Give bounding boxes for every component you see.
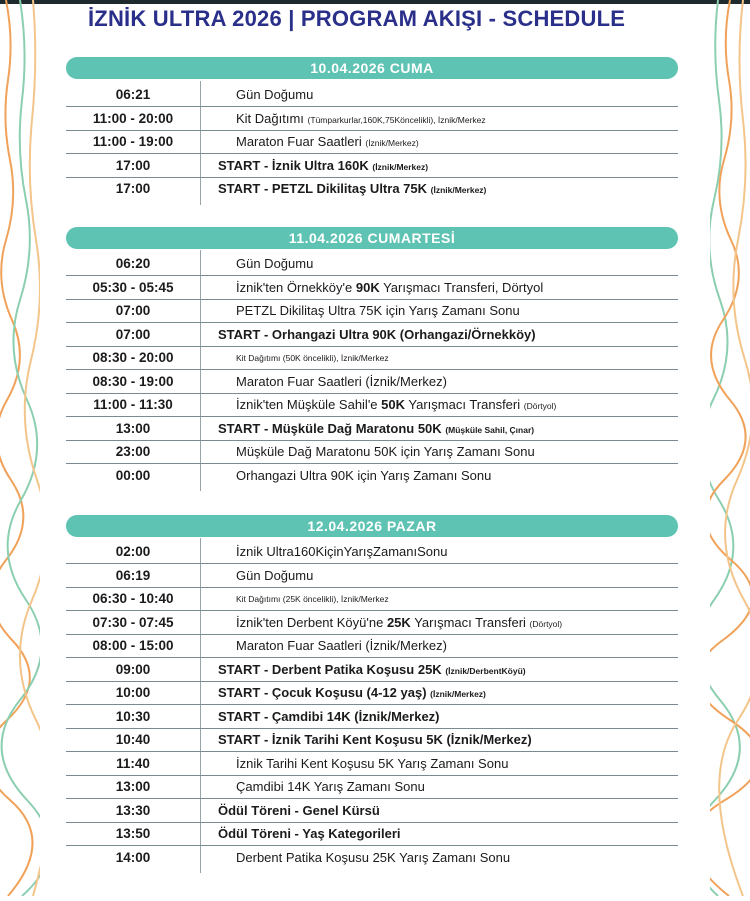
event-time: 11:40 [116, 755, 150, 771]
event-description [236, 371, 447, 393]
event-description [236, 108, 486, 130]
schedule-row [66, 800, 678, 823]
event-time: 10:40 [115, 732, 151, 747]
event-description [236, 300, 520, 322]
event-location-note: (İznik/Merkez) [372, 161, 429, 172]
event-text: Gün Doğumu [236, 256, 314, 271]
event-text: START - İznik Ultra 160K [218, 157, 369, 173]
event-time: 00:00 [115, 467, 151, 483]
event-text: İznik Tarihi Kent Koşusu 5K Yarış Zamanı Sonu [236, 755, 509, 771]
day-header: 10.04.2026 CUMA [66, 57, 678, 79]
event-text: Müşküle Dağ Maratonu 50K için Yarış Zamanı Sonu [236, 444, 535, 459]
event-description [236, 588, 389, 610]
event-description [218, 823, 401, 845]
event-description [236, 84, 313, 106]
decorative-border-right [710, 0, 750, 896]
event-description [218, 418, 534, 440]
event-time: 13:50 [115, 826, 151, 841]
event-distance: 90K [355, 279, 380, 295]
event-description [218, 729, 532, 751]
event-description [236, 612, 562, 634]
event-time: 06:19 [115, 567, 151, 583]
schedule-row [66, 847, 678, 870]
event-time: 08:00 - 15:00 [92, 638, 174, 653]
event-time: 08:30 - 19:00 [92, 373, 174, 389]
event-time: 02:00 [115, 544, 151, 559]
event-description [236, 253, 313, 275]
event-time: 10:30 [115, 708, 151, 724]
day-header: 11.04.2026 CUMARTESİ [66, 227, 678, 249]
event-description [218, 324, 536, 346]
schedule-row [66, 588, 678, 611]
event-description [236, 565, 313, 587]
schedule-row [66, 84, 678, 107]
schedule-row [66, 371, 678, 394]
event-time: 11:00 - 19:00 [92, 134, 174, 149]
event-description [236, 753, 508, 775]
schedule-row [66, 253, 678, 276]
schedule-row [66, 612, 678, 635]
event-time: 06:30 - 10:40 [92, 591, 174, 606]
event-location-note: (İznik/Merkez) [430, 185, 487, 195]
event-time: 07:00 [115, 326, 151, 342]
decorative-border-left [0, 0, 40, 896]
schedule-row [66, 565, 678, 588]
schedule-row [66, 682, 678, 705]
schedule-row [66, 277, 678, 300]
event-time: 13:00 [115, 779, 151, 794]
event-description [218, 155, 428, 177]
event-text: Çamdibi 14K Yarış Zamanı Sonu [236, 779, 425, 794]
event-description [218, 659, 526, 681]
event-text: Maraton Fuar Saatleri [236, 134, 362, 149]
event-text: Maraton Fuar Saatleri (İznik/Merkez) [236, 638, 447, 653]
event-time: 07:00 [115, 303, 151, 318]
event-description [218, 706, 440, 728]
schedule-row [66, 300, 678, 323]
event-location-note: (İznik/DerbentKöyü) [445, 665, 526, 676]
event-time: 08:30 - 20:00 [92, 350, 174, 365]
event-time: 09:00 [115, 661, 151, 677]
event-text-prefix: İznik'ten Örnekköy'e [236, 279, 356, 295]
event-time: 07:30 - 07:45 [92, 614, 174, 630]
page-title: İZNİK ULTRA 2026 | PROGRAM AKIŞI - SCHEDULE [88, 6, 626, 31]
event-text: Gün Doğumu [236, 87, 314, 102]
event-time: 23:00 [115, 444, 151, 459]
event-description [218, 178, 486, 200]
event-time: 11:00 - 20:00 [92, 110, 174, 126]
schedule-row [66, 155, 678, 178]
schedule-row [66, 659, 678, 682]
schedule-row [66, 418, 678, 441]
schedule-row [66, 465, 678, 488]
event-time: 11:00 - 11:30 [93, 397, 173, 412]
event-time: 13:30 [115, 802, 151, 818]
event-time: 06:21 [115, 87, 151, 102]
event-location-note: (Tümparkurlar,160K,75Köncelikli), İznik/Merkez [307, 114, 486, 125]
event-description [236, 541, 447, 563]
doodle-pattern-icon [0, 0, 40, 896]
event-text: START - Müşküle Dağ Maratonu 50K [218, 420, 442, 436]
event-location-note: (İznik/Merkez) [430, 689, 486, 699]
event-distance: 25K [386, 614, 411, 630]
day-header: 12.04.2026 PAZAR [66, 515, 678, 537]
event-time: 13:00 [115, 420, 151, 436]
top-bar [0, 0, 750, 4]
event-text: Maraton Fuar Saatleri (İznik/Merkez) [236, 373, 447, 389]
schedule-row [66, 131, 678, 154]
event-time: 14:00 [115, 849, 151, 865]
event-text: START - İznik Tarihi Kent Koşusu 5K (İznik/Merkez) [218, 732, 532, 747]
schedule-row [66, 635, 678, 658]
event-text: Yarışmacı Transferi, Dörtyol [379, 279, 544, 295]
schedule-row [66, 753, 678, 776]
event-text: Kit Dağıtımı [236, 110, 304, 126]
schedule-row [66, 706, 678, 729]
event-description [236, 131, 419, 153]
event-text: Ödül Töreni - Genel Kürsü [218, 802, 380, 818]
event-location-note: (Dörtyol) [523, 401, 557, 411]
event-time: 06:20 [115, 256, 151, 271]
doodle-pattern-icon [710, 0, 750, 896]
schedule-row [66, 347, 678, 370]
schedule-row [66, 823, 678, 846]
event-text: START - PETZL Dikilitaş Ultra 75K [218, 181, 428, 196]
event-distance: 50K [381, 397, 406, 412]
event-text: Orhangazi Ultra 90K için Yarış Zamanı Sonu [236, 467, 492, 483]
event-text-prefix: İznik'ten Müşküle Sahil'e [236, 397, 382, 412]
schedule-row [66, 776, 678, 799]
event-description [218, 800, 380, 822]
event-time: 17:00 [115, 181, 151, 196]
schedule-row [66, 178, 678, 201]
event-text: Kit Dağıtımı (50K öncelikli), İznik/Merkez [236, 353, 389, 363]
schedule-row [66, 541, 678, 564]
event-description [236, 277, 543, 299]
event-text: START - Çocuk Koşusu (4-12 yaş) [218, 685, 427, 700]
event-text: Gün Doğumu [236, 567, 314, 583]
event-text: Derbent Patika Koşusu 25K Yarış Zamanı Sonu [236, 849, 511, 865]
event-description [236, 847, 510, 869]
schedule-row [66, 441, 678, 464]
event-time: 10:00 [115, 685, 151, 700]
event-location-note: (İznik/Merkez) [365, 138, 419, 148]
event-description [236, 465, 491, 487]
schedule-row [66, 394, 678, 417]
event-description [236, 776, 425, 798]
event-text: Kit Dağıtımı (25K öncelikli), İznik/Merkez [236, 594, 389, 604]
event-text: Yarışmacı Transferi [405, 397, 521, 412]
event-description [218, 682, 486, 704]
event-time: 17:00 [115, 157, 151, 173]
event-text-prefix: İznik'ten Derbent Köyü'ne [236, 614, 387, 630]
event-text: Yarışmacı Transferi [410, 614, 526, 630]
event-text: START - Derbent Patika Koşusu 25K [218, 661, 442, 677]
event-description [236, 441, 535, 463]
event-time: 05:30 - 05:45 [92, 279, 174, 295]
event-location-note: (Dörtyol) [529, 618, 563, 629]
event-location-note: (Müşküle Sahil, Çınar) [445, 424, 535, 435]
event-description [236, 635, 447, 657]
event-text: START - Orhangazi Ultra 90K (Orhangazi/Örnekköy) [218, 326, 536, 342]
event-description [236, 394, 556, 416]
schedule-row [66, 324, 678, 347]
event-text: İznik Ultra160KiçinYarışZamanıSonu [236, 544, 448, 559]
event-text: START - Çamdibi 14K (İznik/Merkez) [218, 708, 440, 724]
event-text: Ödül Töreni - Yaş Kategorileri [218, 826, 401, 841]
schedule-row [66, 108, 678, 131]
event-text: PETZL Dikilitaş Ultra 75K için Yarış Zamanı Sonu [236, 303, 520, 318]
schedule-row [66, 729, 678, 752]
event-description [236, 347, 389, 369]
